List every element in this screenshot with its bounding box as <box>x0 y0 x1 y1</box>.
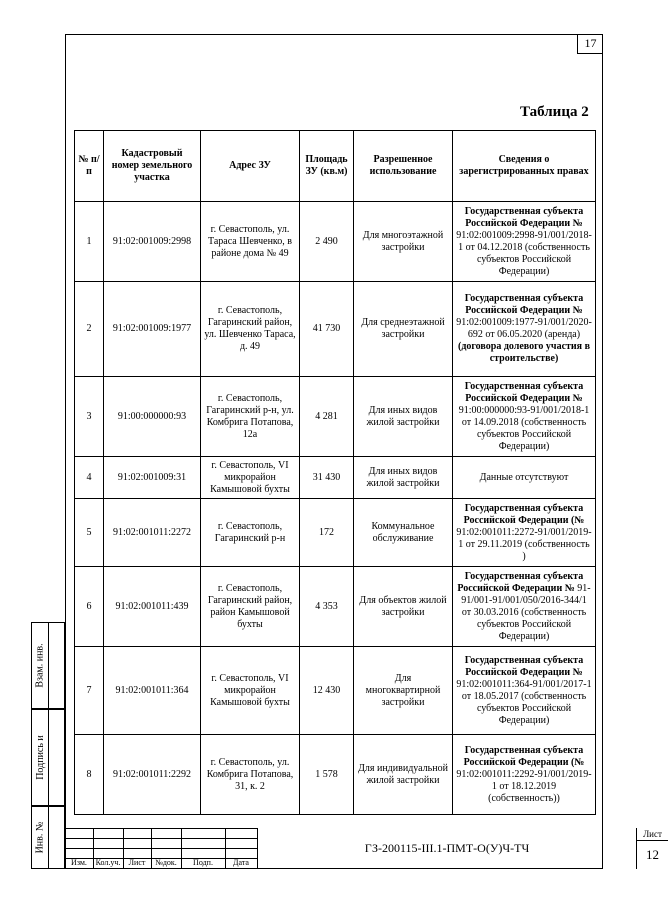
cell-rights <box>453 567 596 647</box>
cell-use: Для объектов жилой застройки <box>354 567 453 647</box>
side-stamp-label: Инв. № <box>34 821 46 854</box>
rights-owner: Государственная субъекта Российской Федерации № <box>464 293 584 316</box>
cell-cadastral: 91:02:001009:1977 <box>104 282 201 377</box>
cell-cadastral: 91:02:001009:2998 <box>104 202 201 282</box>
cell-address: г. Севастополь, Гагаринский район, район Камышовой бухты <box>201 567 300 647</box>
rights-owner: Государственная субъекта Российской Федерации (№ <box>463 502 585 526</box>
table-row <box>75 499 596 567</box>
rights-details: 91:02:001009:2998-91/001/2018-1 от 04.12.2018 (собственность субъектов Российской Федерации) <box>456 229 592 277</box>
table-caption: Таблица 2 <box>520 104 589 120</box>
rights-details: 91:02:001011:2272-91/001/2019-1 от 29.11.2019 (собственность ) <box>456 526 592 562</box>
table-row <box>75 202 596 282</box>
sheet-box <box>636 828 668 869</box>
cell-address: г. Севастополь, Гагаринский р-н, ул. Комбрига Потапова, 12а <box>201 377 300 457</box>
cell-use: Для иных видов жилой застройки <box>354 377 453 457</box>
cell-cadastral: 91:02:001011:364 <box>104 647 201 735</box>
rights-details: 91:02:001011:2292-91/001/2019-1 от 18.12.2019 (собственность)) <box>456 768 592 804</box>
header-rights: Сведения о зарегистрированных правах <box>453 131 596 202</box>
rights-owner: Государственная субъекта Российской Федерации (№ <box>463 744 585 768</box>
cell-area: 4 281 <box>300 377 354 457</box>
cell-area: 12 430 <box>300 647 354 735</box>
cell-area: 4 353 <box>300 567 354 647</box>
rights-details: Данные отсутствуют <box>479 471 569 483</box>
cell-cadastral: 91:02:001011:2272 <box>104 499 201 567</box>
cell-rights <box>453 735 596 815</box>
cell-use: Для иных видов жилой застройки <box>354 457 453 499</box>
rights-owner: Государственная субъекта Российской Федерации № <box>464 654 584 678</box>
cell-num: 2 <box>75 282 104 377</box>
cell-address: г. Севастополь, VI микрорайон Камышовой бухты <box>201 647 300 735</box>
cell-use: Для многоквартирной застройки <box>354 647 453 735</box>
rights-owner: Государственная субъекта Российской Федерации № <box>464 380 584 404</box>
cell-address: г. Севастополь, ул. Комбрига Потапова, 31, к. 2 <box>201 735 300 815</box>
cell-cadastral: 91:00:000000:93 <box>104 377 201 457</box>
title-block <box>65 828 662 869</box>
table-row <box>75 567 596 647</box>
rights-owner: Государственная субъекта Российской Федерации № <box>464 205 584 229</box>
table-row <box>75 457 596 499</box>
table-row <box>75 282 596 377</box>
land-plots-table <box>74 130 596 815</box>
cell-cadastral: 91:02:001011:2292 <box>104 735 201 815</box>
cell-rights <box>453 499 596 567</box>
cell-area: 2 490 <box>300 202 354 282</box>
tb-col-podp: Подп. <box>193 858 213 867</box>
cell-use: Для среднеэтажной застройки <box>354 282 453 377</box>
cell-address: г. Севастополь, ул. Тараса Шевченко, в районе дома № 49 <box>201 202 300 282</box>
cell-address: г. Севастополь, VI микрорайон Камышовой бухты <box>201 457 300 499</box>
rights-details: 91:00:000000:93-91/001/2018-1 от 14.09.2018 (собственность субъектов Российской Федерации) <box>458 404 590 452</box>
cell-area: 172 <box>300 499 354 567</box>
header-use: Разрешенное использование <box>354 131 453 202</box>
tb-col-list: Лист <box>128 858 146 867</box>
cell-area: 1 578 <box>300 735 354 815</box>
cell-cadastral: 91:02:001011:439 <box>104 567 201 647</box>
cell-area: 41 730 <box>300 282 354 377</box>
cell-use: Для индивидуальной жилой застройки <box>354 735 453 815</box>
cell-rights <box>453 202 596 282</box>
rights-details: 91:02:001011:364-91/001/2017-1 от 18.05.2017 (собственность субъектов Российской Федерации) <box>456 678 592 726</box>
cell-rights <box>453 377 596 457</box>
rights-details: 91-91/001-91/001/050/2016-344/1 от 30.03.2016 (собственность субъектов Российской Федерации) <box>461 582 591 642</box>
tb-col-koluch: Кол.уч. <box>95 858 121 867</box>
cell-num: 7 <box>75 647 104 735</box>
side-stamp-label: Взам. инв. <box>34 643 46 688</box>
tb-col-izm: Изм. <box>71 858 87 867</box>
cell-num: 4 <box>75 457 104 499</box>
tb-col-ndok: №док. <box>155 858 177 867</box>
cell-num: 8 <box>75 735 104 815</box>
cell-rights <box>453 457 596 499</box>
cell-rights <box>453 647 596 735</box>
side-stamp <box>31 622 65 869</box>
cell-address: г. Севастополь, Гагаринский район, ул. Шевченко Тараса, д. 49 <box>201 282 300 377</box>
sheet-label: Лист <box>637 828 668 841</box>
side-stamp-inv-no <box>31 806 65 869</box>
cell-cadastral: 91:02:001009:31 <box>104 457 201 499</box>
cell-num: 1 <box>75 202 104 282</box>
header-cadastral: Кадастровый номер земельного участка <box>104 131 201 202</box>
side-stamp-vzam-inv <box>31 622 65 709</box>
cell-use: Для многоэтажной застройки <box>354 202 453 282</box>
rights-owner: Государственная субъекта Российской Федерации № <box>457 570 584 594</box>
table-row <box>75 647 596 735</box>
side-stamp-signature <box>31 709 65 806</box>
table-row <box>75 735 596 815</box>
header-address: Адрес ЗУ <box>201 131 300 202</box>
cell-area: 31 430 <box>300 457 354 499</box>
table-row <box>75 377 596 457</box>
table-header-row <box>75 131 596 202</box>
cell-use: Коммунальное обслуживание <box>354 499 453 567</box>
title-block-grid <box>65 828 257 869</box>
side-stamp-label: Подпись и <box>34 735 46 780</box>
document-code: ГЗ-200115-III.1-ПМТ-О(У)Ч-ТЧ <box>257 828 636 869</box>
rights-details: 91:02:001009:1977-91/001/2020-692 от 06.05.2020 (аренда) <box>456 317 592 340</box>
cell-num: 3 <box>75 377 104 457</box>
rights-note: (договора долевого участия в строительстве) <box>458 341 590 364</box>
corner-page-number: 17 <box>577 34 603 54</box>
tb-col-data: Дата <box>233 858 249 867</box>
sheet-number: 12 <box>646 847 659 862</box>
header-area: Площадь ЗУ (кв.м) <box>300 131 354 202</box>
cell-num: 5 <box>75 499 104 567</box>
header-num: № п/п <box>75 131 104 202</box>
cell-num: 6 <box>75 567 104 647</box>
cell-address: г. Севастополь, Гагаринский р-н <box>201 499 300 567</box>
cell-rights <box>453 282 596 377</box>
